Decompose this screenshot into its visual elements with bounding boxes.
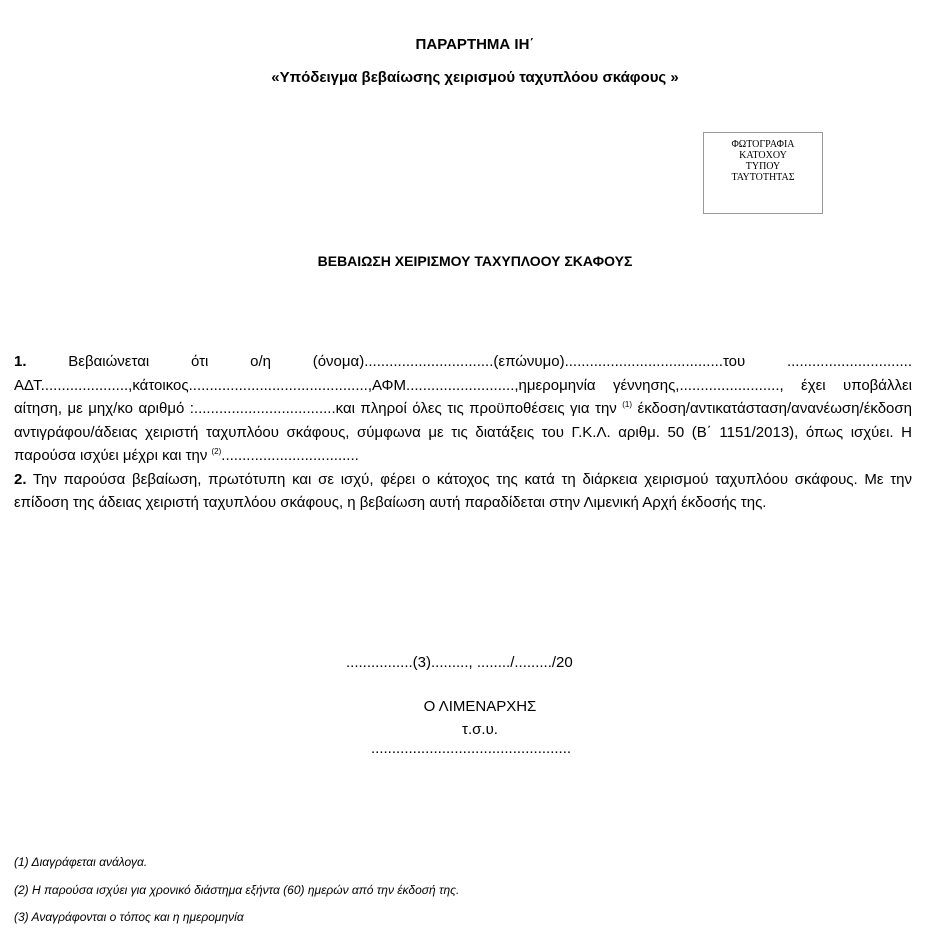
photo-placeholder-box — [703, 132, 823, 214]
document-body — [14, 350, 912, 515]
footnote-ref: (1) — [622, 400, 633, 409]
footnote-ref: (2) — [211, 447, 222, 456]
paragraph-number: 1. — [14, 353, 27, 370]
photo-box-line: ΚΑΤΟΧΟΥ — [739, 150, 787, 161]
document-title: ΒΕΒΑΙΩΣΗ ΧΕΙΡΙΣΜΟΥ ΤΑΧΥΠΛΟΟΥ ΣΚΑΦΟΥΣ — [317, 253, 633, 269]
paragraph-text: Βεβαιώνεται ότι ο/η (όνομα)...............................(επώνυμο)......................................του .............................. ΑΔΤ.....................,κάτοικος...........................................,ΑΦΜ..........................,ημερομηνία γέννησης,........................, έχει υποβάλλει αίτηση, με μηχ/κο αριθμό :..................................και πληροί όλες τις προϋποθέσεις για την — [14, 353, 912, 417]
photo-box-line: ΤΥΠΟΥ — [745, 161, 781, 172]
annex-title: ΠΑΡΑΡΤΗΜΑ ΙΗ΄ — [415, 36, 535, 53]
paragraph-text: Την παρούσα βεβαίωση, πρωτότυπη και σε ισχύ, φέρει ο κάτοχος της κατά τη διάρκεια χειρισμού ταχυπλόου σκάφους. Με την επίδοση της άδειας χειριστή ταχυπλόου σκάφους, η βεβαίωση αυτή παραδίδεται στην Λιμενική Αρχή έκδοσής της. — [14, 470, 912, 511]
signatory-abbreviation: τ.σ.υ. — [462, 721, 498, 738]
footnote-3: (3) Αναγράφονται ο τόπος και η ημερομηνία — [14, 910, 244, 924]
signature-line: ................................................ — [371, 740, 572, 757]
paragraph-number: 2. — [14, 470, 27, 488]
paragraph-text: έκδοση/αντικατάσταση/ανανέωση/έκδοση αντιγράφου/άδειας χειριστή ταχυπλόου σκάφους, σύμφωνα με τις διατάξεις του Γ.Κ.Λ. αριθμ. 50 (Β΄ 1151/2013), όπως ισχύει. Η παρούσα ισχύει μέχρι και την — [14, 400, 912, 464]
signatory-role: Ο ΛΙΜΕΝΑΡΧΗΣ — [423, 698, 537, 715]
photo-box-line: ΤΑΥΤΟΤΗΤΑΣ — [731, 172, 795, 183]
paragraph-2 — [14, 468, 912, 515]
footnote-1: (1) Διαγράφεται ανάλογα. — [14, 855, 148, 869]
photo-box-line: ΦΩΤΟΓΡΑΦΙΑ — [731, 139, 795, 150]
place-date-line: ................(3)........., ......../........./20 — [346, 654, 573, 671]
footnote-2: (2) Η παρούσα ισχύει για χρονικό διάστημα εξήντα (60) ημερών από την έκδοσή της. — [14, 883, 460, 897]
paragraph-1 — [14, 350, 912, 468]
annex-subtitle: «Υπόδειγμα βεβαίωσης χειρισμού ταχυπλόου σκάφους » — [271, 69, 679, 86]
paragraph-text: ................................. — [221, 447, 359, 464]
